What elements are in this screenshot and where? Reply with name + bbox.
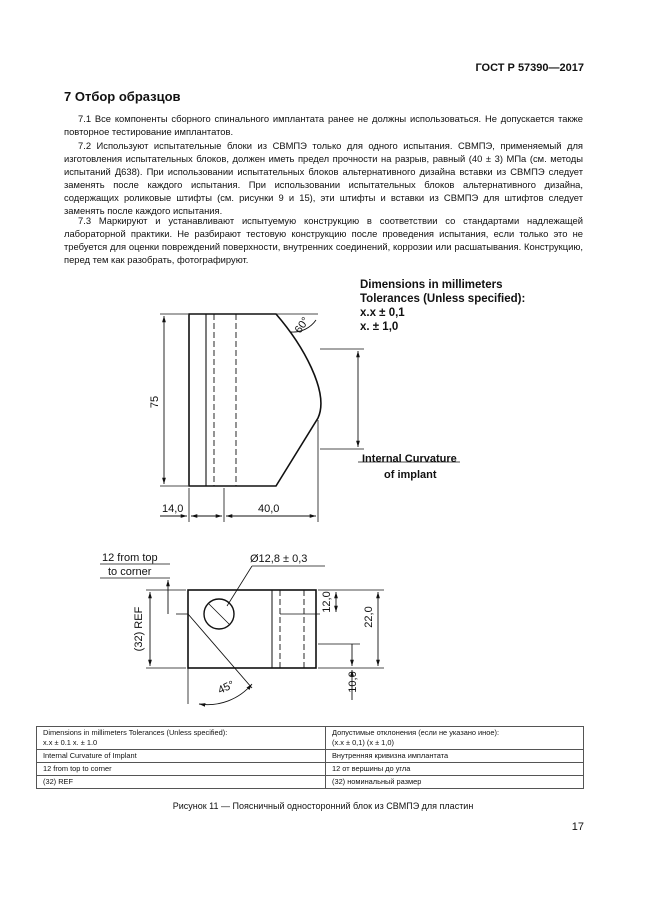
table-cell: 12 от вершины до угла bbox=[326, 763, 584, 776]
table-cell: Dimensions in millimeters Tolerances (Unless specified): x.x ± 0.1 x. ± 1.0 bbox=[37, 727, 326, 750]
paragraph-7-1: 7.1 Все компоненты сборного спинального имплантата ранее не должны использоваться. Не допускается также повторное тестирование имплантатов. bbox=[64, 113, 583, 137]
figure-caption: Рисунок 11 — Поясничный односторонний блок из СВМПЭ для пластин bbox=[172, 801, 474, 811]
angle-60-label: 60° bbox=[292, 315, 313, 336]
dim-10-label: 10,0 bbox=[347, 671, 359, 693]
table-cell: (32) REF bbox=[37, 776, 326, 789]
block-outline bbox=[189, 314, 321, 486]
table-cell: Внутренняя кривизна имплантата bbox=[326, 750, 584, 763]
section-title: 7 Отбор образцов bbox=[64, 89, 181, 104]
angle-45-label: 45° bbox=[216, 678, 237, 697]
table-cell: (32) номинальный размер bbox=[326, 776, 584, 789]
top-view bbox=[160, 314, 460, 522]
paragraph-7-2: 7.2 Используют испытательные блоки из СВМПЭ только для одного испытания. СВМПЭ, применяемый для изготовления испытательных блоков, должен иметь предел прочности на разрыв, равный (40 ± 3) МПа (см. методы испытаний Д638). При использовании испытательных блоков альтернативного дизайна вставки из СВМПЭ следует заменять после каждого испытания. При использовании испытательных блоков альтернативного дизайна, содержащих роликовые штифты (см. рисунки 9 и 15), эти штифты и вставки из СВМПЭ для штифтов следует заменять после каждого испытания. bbox=[64, 140, 583, 216]
standard-number: ГОСТ Р 57390—2017 bbox=[475, 62, 584, 74]
table-row bbox=[37, 750, 584, 763]
legend-line-2: Tolerances (Unless specified): bbox=[360, 293, 526, 305]
table-cell: Internal Curvature of Implant bbox=[37, 750, 326, 763]
curvature-label-1: Internal Curvature bbox=[362, 453, 457, 465]
corner-label-2: to corner bbox=[108, 566, 152, 578]
table-cell: Допустимые отклонения (если не указано иное): (x.x ± 0,1) (x ± 1,0) bbox=[326, 727, 584, 750]
table-row bbox=[37, 763, 584, 776]
paragraph-7-3: 7.3 Маркируют и устанавливают испытуемую конструкцию в соответствии со стандартами надлежащей лабораторной практики. Не разбирают тестовую конструкцию после проведения испытания, если только это не требуется для оценки повреждений поверхности, внутренних соединений, коррозии или расшатывания. Конструкцию, перед тем как разобрать, фотографируют. bbox=[64, 215, 583, 265]
legend-line-4: x. ± 1,0 bbox=[360, 321, 399, 333]
width-14-label: 14,0 bbox=[162, 503, 184, 515]
height-75-label: 75 bbox=[149, 395, 161, 409]
legend-table bbox=[36, 726, 584, 789]
corner-label-1: 12 from top bbox=[102, 552, 158, 564]
hole-diameter-label: Ø12,8 ± 0,3 bbox=[250, 553, 308, 565]
dim-12-label: 12,0 bbox=[321, 591, 333, 613]
width-40-label: 40,0 bbox=[258, 503, 280, 515]
curvature-label-2: of implant bbox=[384, 469, 437, 481]
table-row bbox=[37, 776, 584, 789]
table-row bbox=[37, 727, 584, 750]
dim-22-label: 22,0 bbox=[363, 606, 375, 628]
table-cell: 12 from top to corner bbox=[37, 763, 326, 776]
legend-line-3: x.x ± 0,1 bbox=[360, 307, 405, 319]
ref-32-label: (32) REF bbox=[133, 606, 145, 652]
page-number: 17 bbox=[571, 821, 584, 833]
legend-line-1: Dimensions in millimeters bbox=[360, 279, 503, 291]
